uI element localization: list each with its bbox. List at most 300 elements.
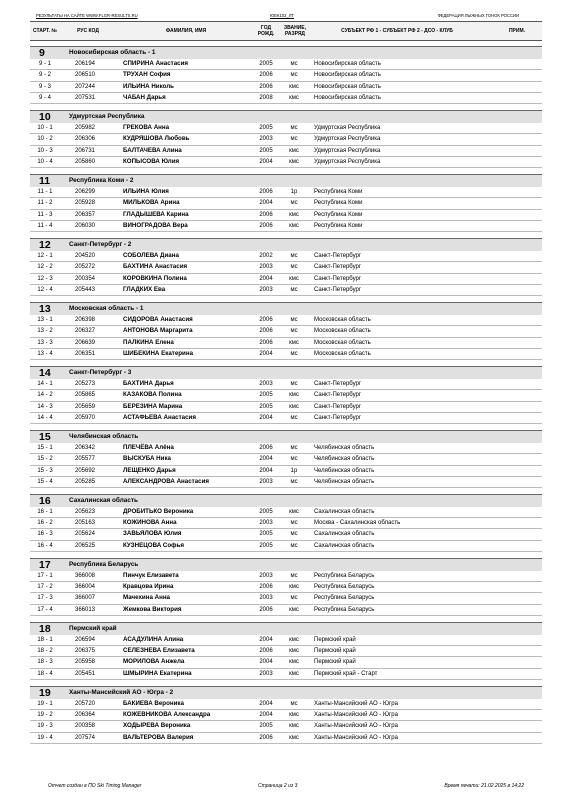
region: Санкт-Петербург <box>314 252 362 259</box>
rank: мс <box>290 456 298 463</box>
athlete-name: БАХТИНА Анастасия <box>123 263 188 271</box>
table-row <box>30 198 542 209</box>
birth-year: 2004 <box>259 467 273 474</box>
table-row <box>30 443 542 454</box>
birth-year: 2004 <box>259 700 273 707</box>
rus-code: 366007 <box>75 595 96 602</box>
team-number: 14 <box>39 366 51 379</box>
table-row <box>30 262 542 273</box>
rank: кмс <box>289 222 299 229</box>
rank: мс <box>290 478 298 485</box>
team-number: 10 <box>39 110 51 123</box>
birth-year: 2006 <box>259 188 273 195</box>
region: Удмуртская Республика <box>314 158 381 165</box>
athlete-name: ПАЛКИНА Елена <box>123 338 174 346</box>
page-footer <box>30 783 542 793</box>
table-row <box>30 669 542 680</box>
birth-year: 2003 <box>259 670 273 677</box>
athlete-name: ГЛАДЫШЕВА Карина <box>123 210 189 218</box>
rus-code: 206357 <box>75 211 96 218</box>
team-group <box>30 558 542 616</box>
birth-year: 2004 <box>259 200 273 207</box>
table-row <box>30 187 542 198</box>
rank: мс <box>290 595 298 602</box>
athlete-name: КОЖИНОВА Анна <box>123 519 177 527</box>
athlete-name: ВАЛЬТЕРОВА Валерия <box>123 733 194 741</box>
region: Москва - Сахалинская область <box>314 520 401 527</box>
start-number: 17 - 2 <box>37 584 53 591</box>
rank: кмс <box>289 636 299 643</box>
table-row <box>30 466 542 477</box>
region: Московская область <box>314 328 371 335</box>
team-group <box>30 430 542 488</box>
birth-year: 2005 <box>259 61 273 67</box>
athlete-name: ВЫСКУБА Ника <box>123 455 171 463</box>
athlete-name: ТРУХАН София <box>123 71 171 79</box>
rank: мс <box>290 252 298 259</box>
athlete-name: КОЖЕВНИКОВА Александра <box>123 711 211 719</box>
table-row <box>30 251 542 262</box>
athlete-name: МОРИЛОВА Анжела <box>123 658 185 666</box>
region: Санкт-Петербург <box>314 380 362 387</box>
table-row <box>30 710 542 721</box>
rus-code: 205928 <box>75 200 96 207</box>
start-number: 19 - 1 <box>37 700 53 707</box>
table-header <box>30 21 542 41</box>
rus-code: 206525 <box>75 542 96 549</box>
team-name: Удмуртская Республика <box>69 112 145 120</box>
team-groups <box>30 46 542 750</box>
start-number: 17 - 1 <box>37 572 53 579</box>
athlete-name: ИЛЬИНА Николь <box>123 82 174 90</box>
rus-code: 205624 <box>75 531 96 538</box>
rus-code: 205860 <box>75 158 96 165</box>
rus-code: 205451 <box>75 670 96 677</box>
birth-year: 2003 <box>259 286 273 293</box>
rank: кмс <box>289 83 299 90</box>
start-number: 16 - 3 <box>37 531 53 538</box>
birth-year: 2006 <box>259 222 273 229</box>
rus-code: 206327 <box>75 328 96 335</box>
birth-year: 2005 <box>259 723 273 730</box>
rus-code: 205659 <box>75 403 96 410</box>
birth-year: 2005 <box>259 508 273 515</box>
athlete-name: КОРОВКИНА Полина <box>123 274 187 282</box>
rank: мс <box>290 531 298 538</box>
col-rus-code: РУС КОД <box>77 28 99 34</box>
rus-code: 206364 <box>75 712 96 719</box>
start-number: 15 - 1 <box>37 444 53 451</box>
team-name: Московская область - 1 <box>69 304 144 312</box>
team-group <box>30 238 542 296</box>
birth-year: 2006 <box>259 72 273 79</box>
start-number: 10 - 4 <box>37 158 53 165</box>
start-number: 10 - 2 <box>37 136 53 143</box>
rank: кмс <box>289 275 299 282</box>
rus-code: 206299 <box>75 188 96 195</box>
region: Удмуртская Республика <box>314 124 381 131</box>
region: Сахалинская область <box>314 508 375 515</box>
region: Республика Коми <box>314 211 363 218</box>
table-row <box>30 157 542 168</box>
rank: мс <box>290 61 298 67</box>
birth-year: 2004 <box>259 456 273 463</box>
birth-year: 2003 <box>259 136 273 143</box>
rank: мс <box>290 520 298 527</box>
birth-year: 2003 <box>259 520 273 527</box>
region: Новосибирская область <box>314 83 381 90</box>
region: Республика Коми <box>314 200 363 207</box>
birth-year: 2006 <box>259 328 273 335</box>
rus-code: 206306 <box>75 136 96 143</box>
rus-code: 205692 <box>75 467 96 474</box>
table-row <box>30 507 542 518</box>
table-row <box>30 605 542 616</box>
rank: кмс <box>289 158 299 165</box>
rus-code: 205970 <box>75 414 96 421</box>
team-number: 9 <box>39 47 45 59</box>
table-row <box>30 349 542 360</box>
team-group <box>30 302 542 360</box>
team-group <box>30 686 542 744</box>
start-number: 16 - 1 <box>37 508 53 515</box>
table-row <box>30 571 542 582</box>
rus-code: 204520 <box>75 252 96 259</box>
table-row <box>30 733 542 744</box>
region: Челябинская область <box>314 478 375 485</box>
athlete-name: ГРЕКОВА Анна <box>123 123 170 131</box>
team-header <box>30 46 542 59</box>
rank: кмс <box>289 584 299 591</box>
rus-code: 205272 <box>75 264 96 271</box>
rus-code: 207574 <box>75 734 96 741</box>
birth-year: 2006 <box>259 211 273 218</box>
rank: кмс <box>289 670 299 677</box>
rus-code: 206194 <box>75 61 96 67</box>
col-birth-year: ГОД РОЖД. <box>257 25 275 37</box>
rank: кмс <box>289 508 299 515</box>
federation-name: ФЕДЕРАЦИЯ ЛЫЖНЫХ ГОНОК РОССИИ <box>437 13 519 18</box>
team-name: Республика Коми - 2 <box>69 176 134 184</box>
rank: мс <box>290 444 298 451</box>
table-row <box>30 635 542 646</box>
start-number: 13 - 1 <box>37 316 53 323</box>
rank: 1р <box>290 188 298 195</box>
team-number: 12 <box>39 238 51 251</box>
birth-year: 2004 <box>259 414 273 421</box>
start-number: 15 - 2 <box>37 456 53 463</box>
start-number: 18 - 4 <box>37 670 53 677</box>
rank: кмс <box>289 392 299 399</box>
start-number: 10 - 1 <box>37 124 53 131</box>
rank: мс <box>290 72 298 79</box>
rank: мс <box>290 572 298 579</box>
birth-year: 2006 <box>259 339 273 346</box>
team-name: Сахалинская область <box>69 496 138 504</box>
table-row <box>30 134 542 145</box>
rus-code: 206594 <box>75 636 96 643</box>
region: Московская область <box>314 339 371 346</box>
athlete-name: ГЛАДКИХ Ева <box>123 285 166 293</box>
team-name: Челябинская область <box>69 432 139 440</box>
rank: мс <box>290 542 298 549</box>
rus-code: 205958 <box>75 659 96 666</box>
athlete-name: СЕЛЕЗНЕВА Елизавета <box>123 647 195 655</box>
table-row <box>30 146 542 157</box>
birth-year: 2002 <box>259 252 273 259</box>
region: Удмуртская Республика <box>314 136 381 143</box>
rus-code: 205623 <box>75 508 96 515</box>
athlete-name: СПИРИНА Анастасия <box>123 60 189 67</box>
region: Челябинская область <box>314 456 375 463</box>
region: Республика Коми <box>314 188 363 195</box>
start-number: 11 - 3 <box>37 211 53 218</box>
rus-code: 206030 <box>75 222 96 229</box>
rus-code: 366013 <box>75 606 96 613</box>
team-header <box>30 366 542 379</box>
team-header <box>30 302 542 315</box>
rank: мс <box>290 136 298 143</box>
rank: кмс <box>289 403 299 410</box>
rus-code: 205163 <box>75 520 96 527</box>
start-number: 14 - 1 <box>37 380 53 387</box>
birth-year: 2004 <box>259 712 273 719</box>
table-row <box>30 582 542 593</box>
athlete-name: АСТАФЬЕВА Анастасия <box>123 413 196 421</box>
birth-year: 2005 <box>259 542 273 549</box>
team-group <box>30 494 542 552</box>
start-number: 11 - 4 <box>37 222 53 229</box>
start-number: 18 - 2 <box>37 648 53 655</box>
col-note: ПРИМ. <box>508 28 526 34</box>
team-name: Санкт-Петербург - 2 <box>69 240 132 248</box>
table-row <box>30 413 542 424</box>
rank: кмс <box>289 723 299 730</box>
region: Московская область <box>314 350 371 357</box>
table-row <box>30 646 542 657</box>
region: Новосибирская область <box>314 72 381 79</box>
rank: 1р <box>290 467 298 474</box>
region: Республика Беларусь <box>314 606 375 613</box>
rank: кмс <box>289 734 299 741</box>
athlete-name: СОБОЛЕВА Диана <box>123 251 179 259</box>
region: Санкт-Петербург <box>314 275 362 282</box>
athlete-name: КАЗАКОВА Полина <box>123 391 182 399</box>
team-number: 11 <box>39 174 51 187</box>
rus-code: 206510 <box>75 72 96 79</box>
table-row <box>30 454 542 465</box>
team-number: 13 <box>39 302 51 315</box>
birth-year: 2005 <box>259 392 273 399</box>
athlete-name: ШМЫРИНА Екатерина <box>123 669 192 677</box>
rus-code: 205577 <box>75 456 96 463</box>
rank: кмс <box>289 659 299 666</box>
team-group <box>30 174 542 232</box>
team-header <box>30 238 542 251</box>
athlete-name: АСАДУЛИНА Алина <box>123 635 184 643</box>
rus-code: 205273 <box>75 380 96 387</box>
birth-year: 2004 <box>259 659 273 666</box>
athlete-name: БАХТИНА Дарья <box>123 379 174 387</box>
region: Челябинская область <box>314 467 375 474</box>
birth-year: 2006 <box>259 316 273 323</box>
birth-year: 2003 <box>259 572 273 579</box>
rus-code: 206639 <box>75 339 96 346</box>
col-rank: ЗВАНИЕ, РАЗРЯД <box>283 25 307 37</box>
region: Республика Беларусь <box>314 595 375 602</box>
table-row <box>30 541 542 552</box>
table-row <box>30 221 542 232</box>
team-name: Новосибирская область - 1 <box>69 49 156 56</box>
rank: мс <box>290 350 298 357</box>
athlete-name: ПЛЕЧЁВА Алёна <box>123 443 174 451</box>
start-number: 12 - 2 <box>37 264 53 271</box>
table-row <box>30 315 542 326</box>
rus-code: 206342 <box>75 444 96 451</box>
start-number: 9 - 2 <box>38 72 51 79</box>
team-header <box>30 622 542 635</box>
birth-year: 2003 <box>259 478 273 485</box>
team-header <box>30 110 542 123</box>
table-row <box>30 390 542 401</box>
start-number: 12 - 4 <box>37 286 53 293</box>
athlete-name: Кравцова Ирина <box>123 583 174 591</box>
birth-year: 2006 <box>259 584 273 591</box>
table-row <box>30 529 542 540</box>
col-start-number: СТАРТ. № <box>33 28 57 34</box>
athlete-name: КУДРЯШОВА Любовь <box>123 135 190 143</box>
team-number: 18 <box>39 622 51 635</box>
birth-year: 2006 <box>259 734 273 741</box>
rank: мс <box>290 700 298 707</box>
rank: мс <box>290 124 298 131</box>
start-number: 17 - 3 <box>37 595 53 602</box>
start-number: 19 - 2 <box>37 712 53 719</box>
athlete-name: АНТОНОВА Маргарита <box>123 327 193 335</box>
team-number: 17 <box>39 558 51 571</box>
start-number: 14 - 2 <box>37 392 53 399</box>
start-number: 11 - 1 <box>37 188 53 195</box>
birth-year: 2004 <box>259 350 273 357</box>
athlete-name: БЕРЕЗИНА Марина <box>123 402 183 410</box>
region: Санкт-Петербург <box>314 286 362 293</box>
rus-code: 366004 <box>75 584 96 591</box>
start-number: 12 - 3 <box>37 275 53 282</box>
table-row <box>30 210 542 221</box>
footer-software: Отчет создан в ПО Ski Timing Manager <box>48 783 142 789</box>
event-code: ЮЕК102_ЛТ <box>270 13 295 18</box>
team-group <box>30 366 542 424</box>
start-number: 12 - 1 <box>37 252 53 259</box>
rank: мс <box>290 264 298 271</box>
athlete-name: ИЛЬИНА Юлия <box>123 187 169 195</box>
rank: мс <box>290 414 298 421</box>
start-number: 13 - 4 <box>37 350 53 357</box>
birth-year: 2005 <box>259 531 273 538</box>
team-number: 15 <box>39 430 51 443</box>
footer-print-time: Время печати: 21.02.2025 в 14:22 <box>444 783 524 789</box>
birth-year: 2006 <box>259 444 273 451</box>
region: Пермский край <box>314 636 356 643</box>
col-region: СУБЪЕКТ РФ 1 - СУБЪЕКТ РФ 2 - ДСО - КЛУБ <box>341 28 453 34</box>
start-number: 13 - 2 <box>37 328 53 335</box>
team-header <box>30 174 542 187</box>
birth-year: 2003 <box>259 595 273 602</box>
start-number: 15 - 4 <box>37 478 53 485</box>
rus-code: 366008 <box>75 572 96 579</box>
athlete-name: Пинчук Елизавета <box>123 571 179 579</box>
athlete-name: Мачехина Анна <box>123 594 170 602</box>
results-site-link[interactable]: РЕЗУЛЬТАТЫ НА САЙТЕ WWW.FLGR-RESULTS.RU <box>36 13 138 18</box>
athlete-name: Жемкова Виктория <box>123 605 182 613</box>
rus-code: 200358 <box>75 723 96 730</box>
rus-code: 200354 <box>75 275 96 282</box>
region: Челябинская область <box>314 444 375 451</box>
team-group <box>30 622 542 680</box>
rank: мс <box>290 380 298 387</box>
table-row <box>30 721 542 732</box>
athlete-name: КОПЫСОВА Юлия <box>123 157 180 165</box>
region: Московская область <box>314 316 371 323</box>
team-header <box>30 686 542 699</box>
table-row <box>30 699 542 710</box>
rank: кмс <box>289 147 299 154</box>
start-number: 19 - 3 <box>37 723 53 730</box>
start-number: 9 - 1 <box>38 61 51 67</box>
start-number: 14 - 3 <box>37 403 53 410</box>
table-row <box>30 326 542 337</box>
start-number: 10 - 3 <box>37 147 53 154</box>
rank: кмс <box>289 648 299 655</box>
rank: мс <box>290 328 298 335</box>
table-row <box>30 402 542 413</box>
rank: кмс <box>289 712 299 719</box>
region: Пермский край <box>314 659 356 666</box>
rank: кмс <box>289 211 299 218</box>
table-row <box>30 657 542 668</box>
team-number: 19 <box>39 686 51 699</box>
birth-year: 2005 <box>259 124 273 131</box>
table-row <box>30 477 542 488</box>
birth-year: 2005 <box>259 147 273 154</box>
start-number: 15 - 3 <box>37 467 53 474</box>
birth-year: 2003 <box>259 380 273 387</box>
start-number: 13 - 3 <box>37 339 53 346</box>
team-name: Санкт-Петербург - 3 <box>69 368 132 376</box>
region: Республика Беларусь <box>314 572 375 579</box>
rus-code: 207244 <box>75 83 96 90</box>
start-number: 16 - 4 <box>37 542 53 549</box>
rus-code: 206375 <box>75 648 96 655</box>
rus-code: 205865 <box>75 392 96 399</box>
birth-year: 2004 <box>259 158 273 165</box>
athlete-name: ВИНОГРАДОВА Вера <box>123 221 188 229</box>
team-header <box>30 430 542 443</box>
team-header <box>30 558 542 571</box>
table-row <box>30 70 542 81</box>
birth-year: 2004 <box>259 275 273 282</box>
team-name: Республика Беларусь <box>69 560 139 568</box>
athlete-name: ДРОБИТЬКО Вероника <box>123 507 194 515</box>
rank: мс <box>290 200 298 207</box>
region: Удмуртская Республика <box>314 147 381 154</box>
table-row <box>30 93 542 104</box>
start-number: 18 - 3 <box>37 659 53 666</box>
team-group <box>30 110 542 168</box>
birth-year: 2008 <box>259 94 273 101</box>
table-row <box>30 82 542 93</box>
athlete-name: ЛЕЩЕНКО Дарья <box>123 466 176 474</box>
